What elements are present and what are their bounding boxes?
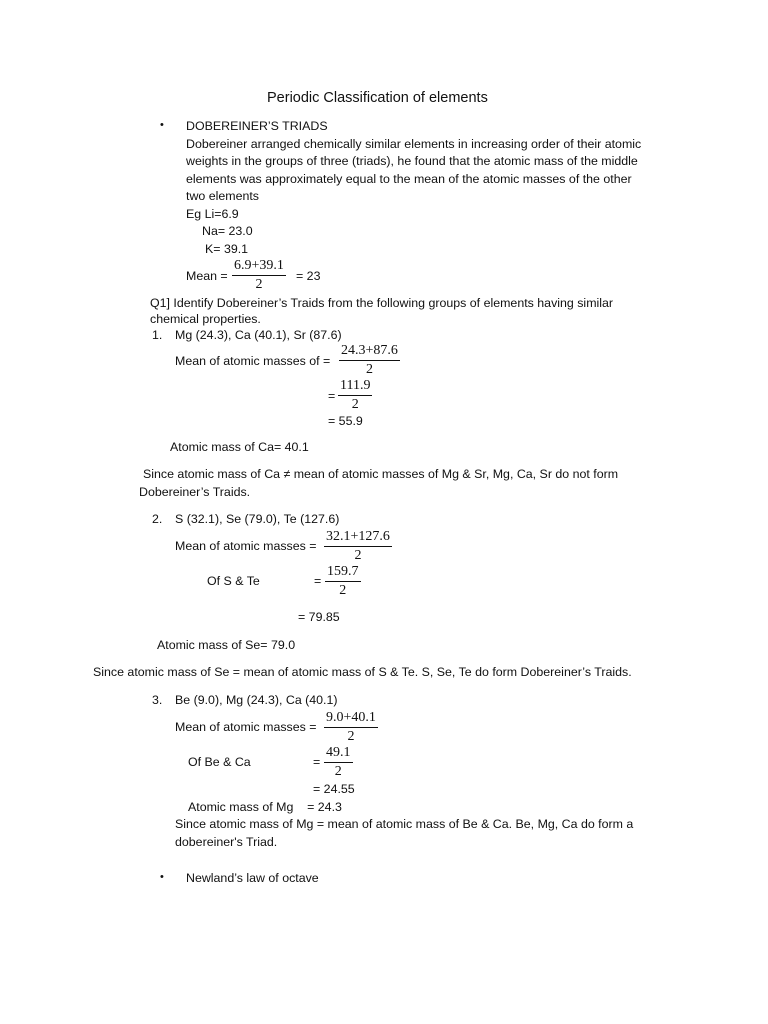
conclusion-line: Since atomic mass of Ca ≠ mean of atomic masses of Mg & Sr, Mg, Ca, Sr do not form bbox=[143, 467, 619, 481]
mean-result: = 24.55 bbox=[313, 782, 355, 796]
fraction-denominator: 2 bbox=[351, 397, 359, 412]
example-li: Eg Li=6.9 bbox=[186, 207, 239, 221]
fraction-numerator: 6.9+39.1 bbox=[232, 259, 286, 276]
list-number: 2. bbox=[152, 512, 163, 526]
item-elements: Mg (24.3), Ca (40.1), Sr (87.6) bbox=[175, 328, 342, 342]
paragraph-line: elements was approximately equal to the mean of the atomic masses of the other bbox=[186, 172, 632, 186]
paragraph-line: two elements bbox=[186, 189, 260, 203]
equals-sign: = bbox=[313, 755, 321, 769]
mean-label: Mean = bbox=[186, 269, 228, 283]
fraction-numerator: 9.0+40.1 bbox=[324, 711, 378, 728]
item-elements: Be (9.0), Mg (24.3), Ca (40.1) bbox=[175, 693, 338, 707]
mean-fraction bbox=[232, 259, 286, 292]
of-label: Of Be & Ca bbox=[188, 755, 251, 769]
fraction-numerator: 159.7 bbox=[325, 565, 361, 582]
fraction-denominator: 2 bbox=[354, 548, 362, 563]
section-heading-newland: Newland’s law of octave bbox=[186, 871, 319, 885]
list-number: 1. bbox=[152, 328, 163, 342]
sum-fraction bbox=[324, 746, 353, 779]
mean-result: = 55.9 bbox=[328, 414, 363, 428]
mean-fraction bbox=[339, 344, 400, 377]
mean-label: Mean of atomic masses = bbox=[175, 539, 317, 553]
conclusion-line: Since atomic mass of Mg = mean of atomic mass of Be & Ca. Be, Mg, Ca do form a bbox=[175, 817, 634, 831]
mean-label: Mean of atomic masses of = bbox=[175, 354, 331, 368]
sum-fraction bbox=[325, 565, 361, 598]
bullet-icon: • bbox=[160, 871, 164, 883]
equals-sign: = bbox=[328, 389, 336, 403]
example-k: K= 39.1 bbox=[205, 242, 249, 256]
sum-fraction bbox=[338, 379, 372, 412]
mean-label: Mean of atomic masses = bbox=[175, 720, 317, 734]
fraction-numerator: 49.1 bbox=[324, 746, 353, 763]
list-number: 3. bbox=[152, 693, 163, 707]
item-elements: S (32.1), Se (79.0), Te (127.6) bbox=[175, 512, 340, 526]
mean-result: = 79.85 bbox=[298, 610, 340, 624]
conclusion-line: Since atomic mass of Se = mean of atomic mass of S & Te. S, Se, Te do form Dobereiner’s Traids. bbox=[93, 665, 632, 679]
fraction-denominator: 2 bbox=[334, 764, 342, 779]
conclusion-line: Dobereiner’s Traids. bbox=[139, 485, 251, 499]
fraction-denominator: 2 bbox=[347, 729, 355, 744]
fraction-denominator: 2 bbox=[255, 277, 263, 292]
page-title: Periodic Classification of elements bbox=[267, 90, 488, 106]
fraction-denominator: 2 bbox=[339, 583, 347, 598]
section-heading-dobereiner: DOBEREINER’S TRIADS bbox=[186, 119, 328, 133]
fraction-numerator: 24.3+87.6 bbox=[339, 344, 400, 361]
atomic-mass-line: Atomic mass of Se= 79.0 bbox=[157, 638, 296, 652]
mean-fraction bbox=[324, 711, 378, 744]
fraction-numerator: 32.1+127.6 bbox=[324, 530, 392, 547]
fraction-denominator: 2 bbox=[365, 362, 373, 377]
of-label: Of S & Te bbox=[207, 574, 260, 588]
atomic-mass-line: Atomic mass of Ca= 40.1 bbox=[170, 440, 309, 454]
mean-result: = 23 bbox=[296, 269, 321, 283]
atomic-mass-line: Atomic mass of Mg = 24.3 bbox=[188, 800, 342, 814]
conclusion-line: dobereiner's Triad. bbox=[175, 835, 278, 849]
equals-sign: = bbox=[314, 574, 322, 588]
fraction-numerator: 111.9 bbox=[338, 379, 372, 396]
paragraph-line: weights in the groups of three (triads), he found that the atomic mass of the middle bbox=[186, 154, 638, 168]
example-na: Na= 23.0 bbox=[202, 224, 253, 238]
paragraph-line: Dobereiner arranged chemically similar elements in increasing order of their atomic bbox=[186, 137, 642, 151]
mean-fraction bbox=[324, 530, 392, 563]
question-line: chemical properties. bbox=[150, 312, 261, 326]
question-line: Q1] Identify Dobereiner’s Traids from the following groups of elements having similar bbox=[150, 296, 614, 310]
bullet-icon: • bbox=[160, 119, 164, 131]
